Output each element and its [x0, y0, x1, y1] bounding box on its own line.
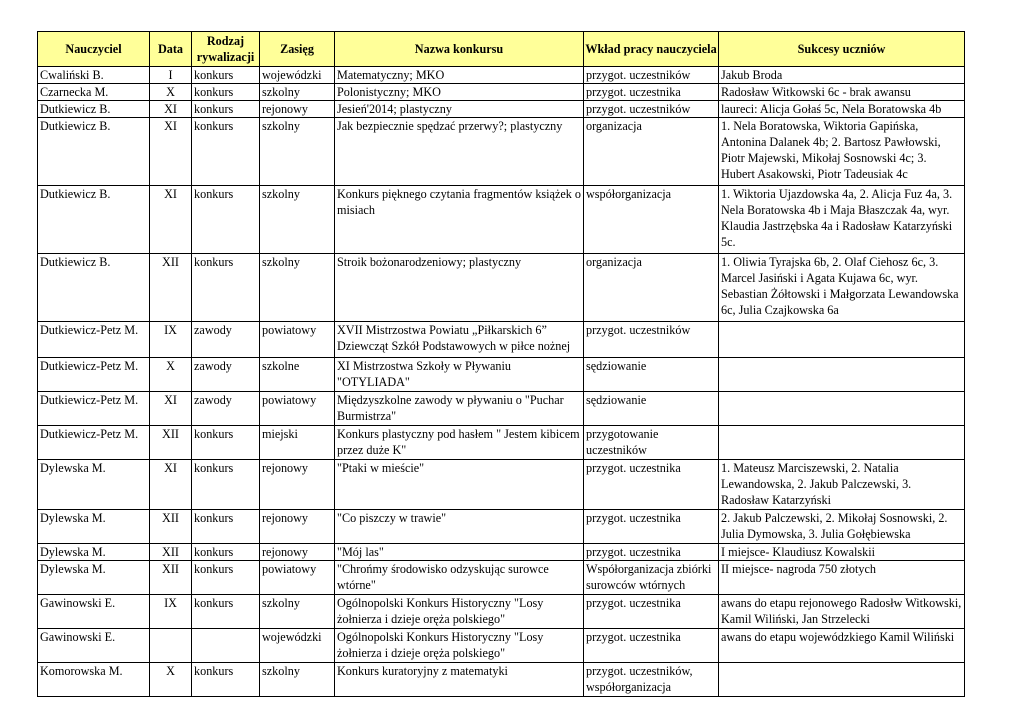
cell-contest: Stroik bożonarodzeniowy; plastyczny [335, 254, 584, 322]
cell-contribution: przygot. uczestników, współorganizacja [584, 663, 719, 697]
cell-type: konkurs [192, 663, 260, 697]
table-row [38, 663, 965, 697]
cell-type: konkurs [192, 101, 260, 118]
cell-type: konkurs [192, 84, 260, 101]
cell-range: wojewódzki [260, 67, 335, 84]
cell-contribution: przygot. uczestnika [584, 84, 719, 101]
cell-results: laureci: Alicja Gołaś 5c, Nela Boratowska 4b [719, 101, 965, 118]
cell-contest: Polonistyczny; MKO [335, 84, 584, 101]
table-row [38, 186, 965, 254]
cell-contribution: przygot. uczestników [584, 322, 719, 358]
header-contribution: Wkład pracy nauczyciela [584, 32, 719, 67]
cell-contest: Ogólnopolski Konkurs Historyczny "Losy żołnierza i dzieje oręża polskiego" [335, 595, 584, 629]
cell-teacher: Dutkiewicz-Petz M. [38, 392, 150, 426]
cell-type: konkurs [192, 186, 260, 254]
cell-date: XII [150, 510, 192, 544]
cell-range: szkolny [260, 186, 335, 254]
cell-date: X [150, 84, 192, 101]
cell-range: powiatowy [260, 561, 335, 595]
table-row [38, 392, 965, 426]
cell-contest: Ogólnopolski Konkurs Historyczny "Losy żołnierza i dzieje oręża polskiego" [335, 629, 584, 663]
table-row [38, 101, 965, 118]
cell-range: szkolne [260, 358, 335, 392]
table-row [38, 629, 965, 663]
cell-type: zawody [192, 392, 260, 426]
cell-range: miejski [260, 426, 335, 460]
table-row [38, 118, 965, 186]
table-row [38, 67, 965, 84]
table-row [38, 595, 965, 629]
cell-results: Radosław Witkowski 6c - brak awansu [719, 84, 965, 101]
cell-results [719, 426, 965, 460]
cell-type: konkurs [192, 544, 260, 561]
cell-date: XI [150, 101, 192, 118]
cell-date: IX [150, 595, 192, 629]
cell-range: powiatowy [260, 392, 335, 426]
cell-teacher: Dylewska M. [38, 510, 150, 544]
cell-contribution: przygot. uczestnika [584, 510, 719, 544]
cell-contribution: przygot. uczestnika [584, 544, 719, 561]
cell-range: szkolny [260, 663, 335, 697]
table-row [38, 254, 965, 322]
cell-range: rejonowy [260, 101, 335, 118]
cell-teacher: Komorowska M. [38, 663, 150, 697]
cell-range: szkolny [260, 254, 335, 322]
cell-teacher: Dutkiewicz-Petz M. [38, 426, 150, 460]
header-contest: Nazwa konkursu [335, 32, 584, 67]
table-row [38, 426, 965, 460]
cell-range: rejonowy [260, 544, 335, 561]
cell-results: 1. Mateusz Marciszewski, 2. Natalia Lewandowska, 2. Jakub Palczewski, 3. Radosław Katarzyński [719, 460, 965, 510]
cell-results: 1. Oliwia Tyrajska 6b, 2. Olaf Ciehosz 6c, 3. Marcel Jasiński i Agata Kujawa 6c, wyr. Sebastian Żółtowski i Małgorzata Lewandowska 6c, Julia Czajkowska 6a [719, 254, 965, 322]
cell-contest: XI Mistrzostwa Szkoły w Pływaniu "OTYLIADA" [335, 358, 584, 392]
header-results: Sukcesy uczniów [719, 32, 965, 67]
cell-date: XI [150, 392, 192, 426]
cell-results: awans do etapu rejonowego Radosłw Witkowski, Kamil Wiliński, Jan Strzelecki [719, 595, 965, 629]
cell-results: Jakub Broda [719, 67, 965, 84]
cell-contribution: przygot. uczestników [584, 67, 719, 84]
cell-contribution: przygot. uczestnika [584, 460, 719, 510]
cell-type: konkurs [192, 118, 260, 186]
cell-type: konkurs [192, 254, 260, 322]
cell-teacher: Czarnecka M. [38, 84, 150, 101]
cell-results [719, 358, 965, 392]
cell-date: XI [150, 460, 192, 510]
cell-contest: Międzyszkolne zawody w pływaniu o "Puchar Burmistrza" [335, 392, 584, 426]
cell-contribution: sędziowanie [584, 392, 719, 426]
cell-contest: Jesień'2014; plastyczny [335, 101, 584, 118]
cell-date: IX [150, 322, 192, 358]
cell-contest: "Mój las" [335, 544, 584, 561]
header-teacher: Nauczyciel [38, 32, 150, 67]
cell-type: zawody [192, 358, 260, 392]
cell-date: XII [150, 561, 192, 595]
cell-results: 1. Wiktoria Ujazdowska 4a, 2. Alicja Fuz 4a, 3. Nela Boratowska 4b i Maja Błaszczak 4a, wyr. Klaudia Jastrzębska 4a i Radosław Katarzyński 5c. [719, 186, 965, 254]
header-type: Rodzaj rywalizacji [192, 32, 260, 67]
cell-type [192, 629, 260, 663]
cell-results: I miejsce- Klaudiusz Kowalskii [719, 544, 965, 561]
cell-contribution: sędziowanie [584, 358, 719, 392]
cell-type: konkurs [192, 426, 260, 460]
cell-date: I [150, 67, 192, 84]
cell-contest: Konkurs kuratoryjny z matematyki [335, 663, 584, 697]
cell-range: rejonowy [260, 460, 335, 510]
cell-teacher: Dylewska M. [38, 544, 150, 561]
cell-contribution: organizacja [584, 254, 719, 322]
cell-contest: Jak bezpiecznie spędzać przerwy?; plastyczny [335, 118, 584, 186]
cell-results [719, 322, 965, 358]
cell-contest: "Chrońmy środowisko odzyskując surowce wtórne" [335, 561, 584, 595]
cell-type: konkurs [192, 561, 260, 595]
cell-type: zawody [192, 322, 260, 358]
cell-contribution: przygot. uczestnika [584, 629, 719, 663]
cell-contribution: przygotowanie uczestników [584, 426, 719, 460]
table-row [38, 460, 965, 510]
cell-contest: "Co piszczy w trawie" [335, 510, 584, 544]
cell-results [719, 392, 965, 426]
cell-results [719, 663, 965, 697]
table-row [38, 84, 965, 101]
header-date: Data [150, 32, 192, 67]
cell-results: awans do etapu wojewódzkiego Kamil Wiliński [719, 629, 965, 663]
contests-table [37, 31, 965, 697]
cell-date: XII [150, 544, 192, 561]
cell-teacher: Dutkiewicz-Petz M. [38, 358, 150, 392]
cell-range: szkolny [260, 595, 335, 629]
cell-teacher: Dutkiewicz B. [38, 186, 150, 254]
header-range: Zasięg [260, 32, 335, 67]
cell-contest: XVII Mistrzostwa Powiatu „Piłkarskich 6” Dziewcząt Szkół Podstawowych w piłce nożnej [335, 322, 584, 358]
cell-type: konkurs [192, 510, 260, 544]
cell-range: szkolny [260, 84, 335, 101]
table-row [38, 561, 965, 595]
cell-type: konkurs [192, 460, 260, 510]
cell-teacher: Dutkiewicz B. [38, 118, 150, 186]
table-row [38, 510, 965, 544]
cell-contest: "Ptaki w mieście" [335, 460, 584, 510]
cell-teacher: Dutkiewicz B. [38, 101, 150, 118]
cell-date: XII [150, 426, 192, 460]
cell-contest: Konkurs pięknego czytania fragmentów książek o misiach [335, 186, 584, 254]
cell-contest: Matematyczny; MKO [335, 67, 584, 84]
cell-range: szkolny [260, 118, 335, 186]
cell-teacher: Dylewska M. [38, 460, 150, 510]
cell-contribution: Współorganizacja zbiórki surowców wtórnych [584, 561, 719, 595]
cell-results: II miejsce- nagroda 750 złotych [719, 561, 965, 595]
cell-date [150, 629, 192, 663]
cell-teacher: Dutkiewicz-Petz M. [38, 322, 150, 358]
header-row [38, 32, 965, 67]
cell-results: 1. Nela Boratowska, Wiktoria Gapińska, Antonina Dalanek 4b; 2. Bartosz Pawłowski, Piotr Majewski, Mikołaj Sosnowski 4c; 3. Hubert Asakowski, Piotr Tadeusiak 4c [719, 118, 965, 186]
cell-type: konkurs [192, 595, 260, 629]
cell-contest: Konkurs plastyczny pod hasłem " Jestem kibicem przez duże K" [335, 426, 584, 460]
table-row [38, 358, 965, 392]
cell-range: powiatowy [260, 322, 335, 358]
table-row [38, 322, 965, 358]
cell-results: 2. Jakub Palczewski, 2. Mikołaj Sosnowski, 2. Julia Dymowska, 3. Julia Gołębiewska [719, 510, 965, 544]
table-body [38, 67, 965, 697]
cell-contribution: przygot. uczestnika [584, 595, 719, 629]
cell-teacher: Cwaliński B. [38, 67, 150, 84]
cell-teacher: Dutkiewicz B. [38, 254, 150, 322]
table-row [38, 544, 965, 561]
cell-type: konkurs [192, 67, 260, 84]
cell-teacher: Gawinowski E. [38, 595, 150, 629]
cell-teacher: Gawinowski E. [38, 629, 150, 663]
cell-date: XII [150, 254, 192, 322]
cell-contribution: współorganizacja [584, 186, 719, 254]
cell-range: rejonowy [260, 510, 335, 544]
cell-date: X [150, 358, 192, 392]
cell-date: X [150, 663, 192, 697]
cell-range: wojewódzki [260, 629, 335, 663]
cell-date: XI [150, 186, 192, 254]
cell-contribution: organizacja [584, 118, 719, 186]
cell-teacher: Dylewska M. [38, 561, 150, 595]
cell-date: XI [150, 118, 192, 186]
cell-contribution: przygot. uczestników [584, 101, 719, 118]
